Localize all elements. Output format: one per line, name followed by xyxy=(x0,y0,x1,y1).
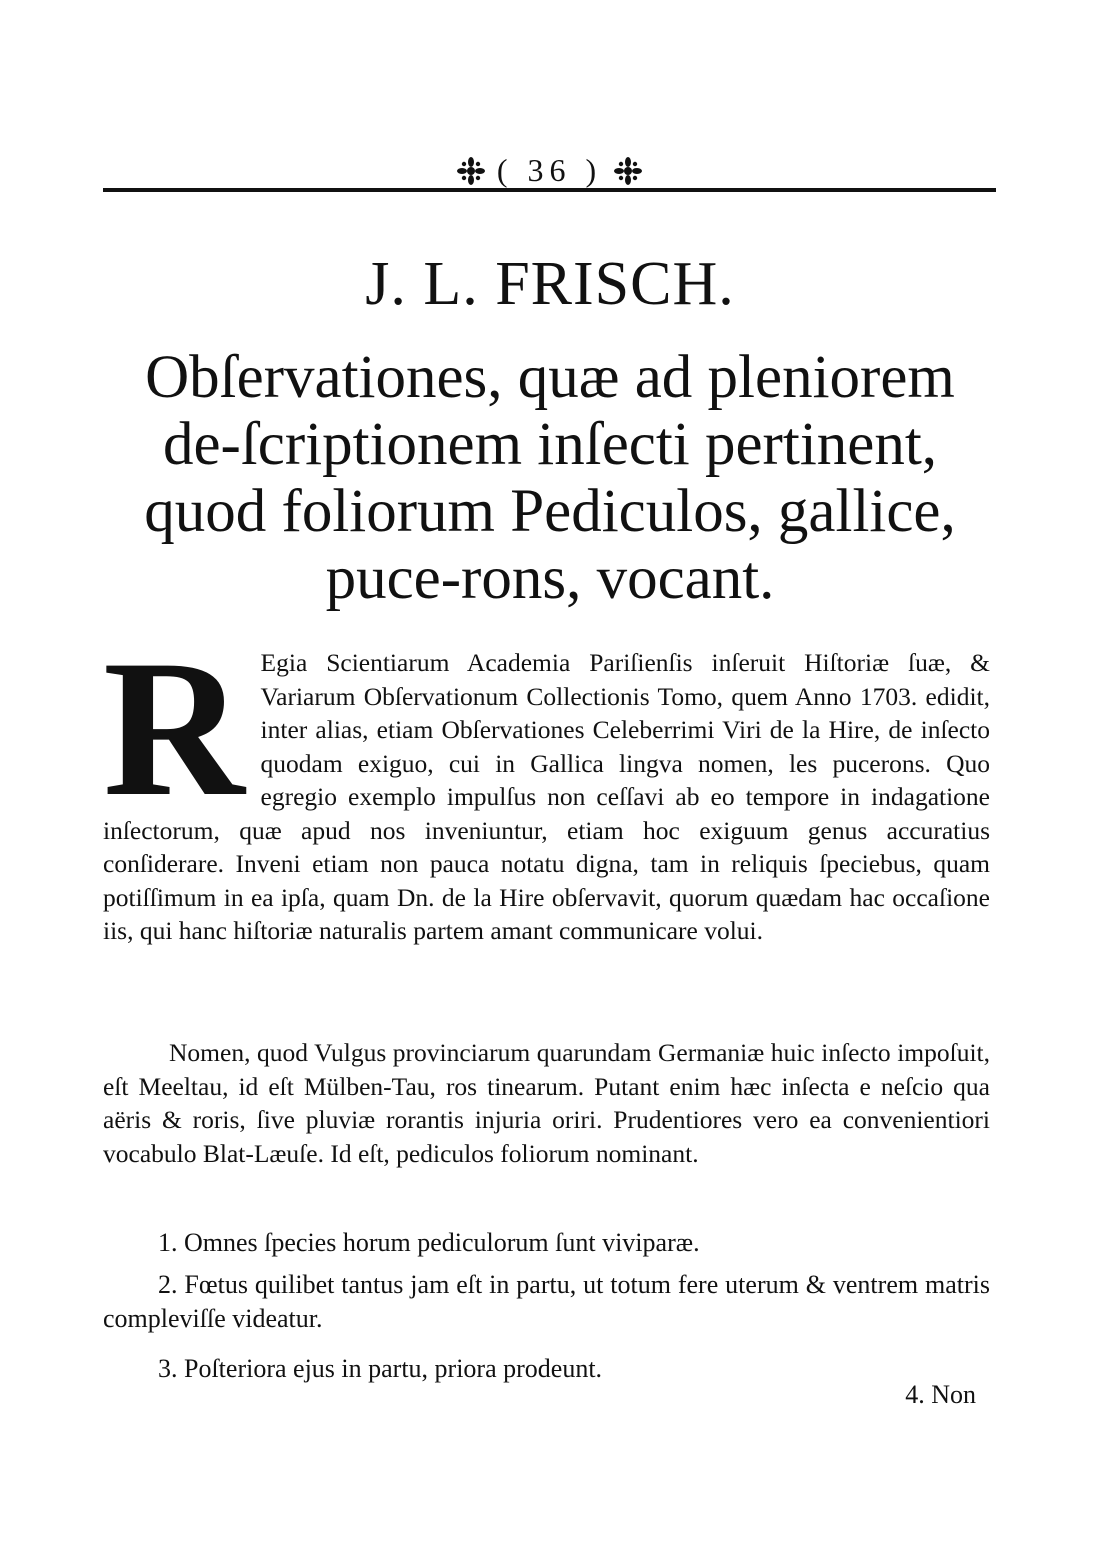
author-heading: J. L. FRISCH. xyxy=(365,250,735,318)
numbered-item-3: 3. Poſteriora ejus in partu, priora prodeunt. xyxy=(158,1354,603,1383)
article-title: Obſervationes, quæ ad pleniorem de-ſcriptionem inſecti pertinent, quod foliorum Pediculos, gallice, puce-rons, vocant. xyxy=(144,344,956,612)
numbered-item-2: 2. Fœtus quilibet tantus jam eſt in partu, ut totum fere uterum & ventrem matris compleviſſe videatur. xyxy=(103,1270,990,1333)
page-number: ( 36 ) xyxy=(496,152,603,188)
fleuron-ornament-left-icon xyxy=(457,157,485,185)
running-header xyxy=(103,150,996,200)
catchword: 4. Non xyxy=(905,1380,976,1409)
header-line xyxy=(103,150,996,190)
drop-cap: R xyxy=(103,620,245,837)
paragraph-2: Nomen, quod Vulgus provinciarum quarundam Germaniæ huic inſecto impoſuit, eſt Meeltau, id eſt Mülben-Tau, ros tinearum. Putant enim hæc inſecta e neſcio qua aëris & roris, ſive pluviæ rorantis injuria oriri. Prudentiores vero ea convenientiori vocabulo Blat-Læuſe. Id eſt, pediculos foliorum nominant. xyxy=(103,1038,990,1168)
paragraph-1 xyxy=(103,620,990,948)
fleuron-ornament-right-icon xyxy=(614,157,642,185)
header-rule xyxy=(103,188,996,192)
paragraph-1-text: Egia Scientiarum Academia Pariſienſis inſeruit Hiſtoriæ ſuæ, & Variarum Obſervationum Collectionis Tomo, quem Anno 1703. edidit, inter alias, etiam Obſervationes Celeberrimi Viri de la Hire, de inſecto quodam exiguo, cui in Gallica lingva nomen, les pucerons. Quo egregio exemplo impulſus non ceſſavi ab eo tempore in indagatione inſectorum, quæ apud nos inveniuntur, etiam hoc exiguum genus accuratius conſiderare. Inveni etiam non pauca notatu digna, tam in reliquis ſpeciebus, quam potiſſimum in ea ipſa, quam Dn. de la Hire obſervavit, quorum quædam hac occaſione iis, qui hanc hiſtoriæ naturalis partem amant communicare volui. xyxy=(103,648,990,945)
numbered-item-1: 1. Omnes ſpecies horum pediculorum ſunt viviparæ. xyxy=(158,1228,700,1257)
